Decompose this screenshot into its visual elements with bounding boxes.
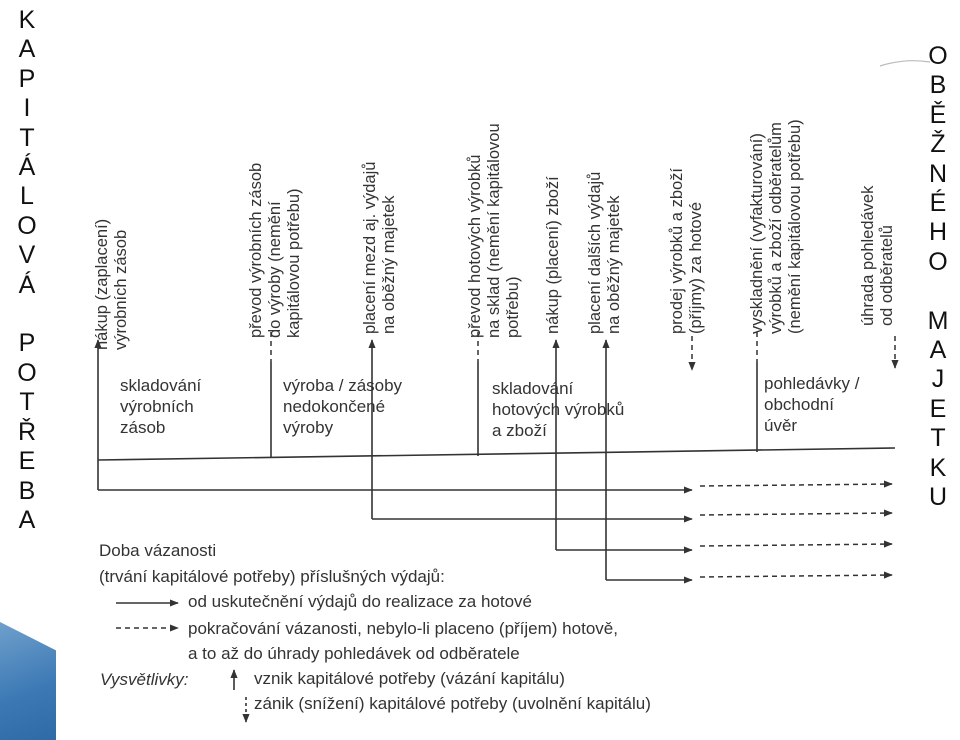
duration-dashed-4 xyxy=(700,575,892,577)
left-title-letter: A xyxy=(18,505,36,534)
left-title-letter: P xyxy=(18,64,36,93)
right-title-letter: É xyxy=(929,189,947,218)
right-title-letter: M xyxy=(927,306,949,335)
legend-dashed-label-cont: a to až do úhrady pohledávek od odběratele xyxy=(188,644,520,663)
right-title-letter: Ž xyxy=(930,130,946,159)
right-title-letter: N xyxy=(928,159,948,188)
legend-arrow-down-label: zánik (snížení) kapitálové potřeby (uvolnění kapitálu) xyxy=(254,694,651,713)
left-title-letter: V xyxy=(18,241,36,270)
right-title-letter: O xyxy=(928,247,948,276)
right-title-letter: J xyxy=(931,365,945,394)
legend-title: Doba vázanosti xyxy=(99,541,217,560)
left-title-letter: Á xyxy=(18,270,36,299)
right-title-letter: H xyxy=(928,218,948,247)
duration-dashed-1 xyxy=(700,484,892,486)
right-title-letter: O xyxy=(928,42,948,70)
event-placeni-mezd: placení mezd aj. výdajů na oběžný majetek xyxy=(361,161,398,334)
left-title-letter: B xyxy=(18,476,36,505)
event-prevod-na-sklad: převod hotových výrobků na sklad (nemění kapitálovou potřebu) xyxy=(466,123,522,338)
left-title-letter: A xyxy=(18,35,36,64)
right-title-letter: E xyxy=(929,394,947,423)
legend-explanations-label: Vysvětlivky: xyxy=(100,670,189,689)
event-nakup-zasob: nákup (zaplacení) výrobních zásob xyxy=(93,218,130,350)
legend-solid-label: od uskutečnění výdajů do realizace za hotové xyxy=(188,592,533,611)
event-placeni-dalsich-vydaju: placení dalších výdajů na oběžný majetek xyxy=(586,171,623,334)
left-title-letter: T xyxy=(19,123,35,152)
event-prodej-za-hotove: prodej výrobků a zboží (příjmy) za hotové xyxy=(668,167,705,334)
left-title-letter: K xyxy=(18,6,36,34)
right-title-letter: U xyxy=(928,483,948,512)
stage-vyroba: výroba / zásoby nedokončené výroby xyxy=(283,376,403,437)
stage-skladovani-vyrobku: skladování hotových výrobků a zboží xyxy=(492,379,625,440)
left-title-letter: P xyxy=(18,329,36,358)
right-title-letter: B xyxy=(929,71,947,100)
event-prevod-do-vyroby: převod výrobních zásob do výroby (nemění kapitálovou potřebu) xyxy=(247,162,303,338)
left-title-letter: T xyxy=(19,388,35,417)
left-title-letter xyxy=(24,300,31,329)
left-title-letter: Ř xyxy=(17,417,37,446)
legend-arrow-up-label: vznik kapitálové potřeby (vázání kapitálu) xyxy=(254,669,565,688)
timeline-axis xyxy=(98,448,895,460)
right-title-letter: Ě xyxy=(929,100,947,129)
stage-skladovani-zasob: skladování výrobních zásob xyxy=(120,376,202,437)
right-title-letter: T xyxy=(930,424,946,453)
legend-dashed-label: pokračování vázanosti, nebylo-li placeno (příjem) hotově, xyxy=(188,619,618,638)
legend-subtitle: (trvání kapitálové potřeby) příslušných výdajů: xyxy=(99,567,445,586)
stage-pohledavky: pohledávky / obchodní úvěr xyxy=(764,374,860,435)
left-title-letter: E xyxy=(18,447,36,476)
duration-dashed-3 xyxy=(700,544,892,546)
left-title-letter: O xyxy=(17,358,37,387)
left-title-letter: O xyxy=(17,211,37,240)
event-vyskladneni: vyskladnění (vyfakturování) výrobků a zboží odběratelům (nemění kapitálovou potřebu) xyxy=(748,119,804,334)
left-title-letter: Á xyxy=(18,153,36,182)
left-title-letter: L xyxy=(20,182,34,211)
right-title-letter: A xyxy=(929,336,947,365)
left-title-letter: I xyxy=(23,94,31,123)
decorative-curve xyxy=(880,61,930,66)
event-nakup-zbozi: nákup (placení) zboží xyxy=(544,176,562,334)
right-title-letter: K xyxy=(929,453,947,482)
duration-dashed-2 xyxy=(700,513,892,515)
event-uhrada-pohledavek: úhrada pohledávek od odběratelů xyxy=(859,185,896,326)
